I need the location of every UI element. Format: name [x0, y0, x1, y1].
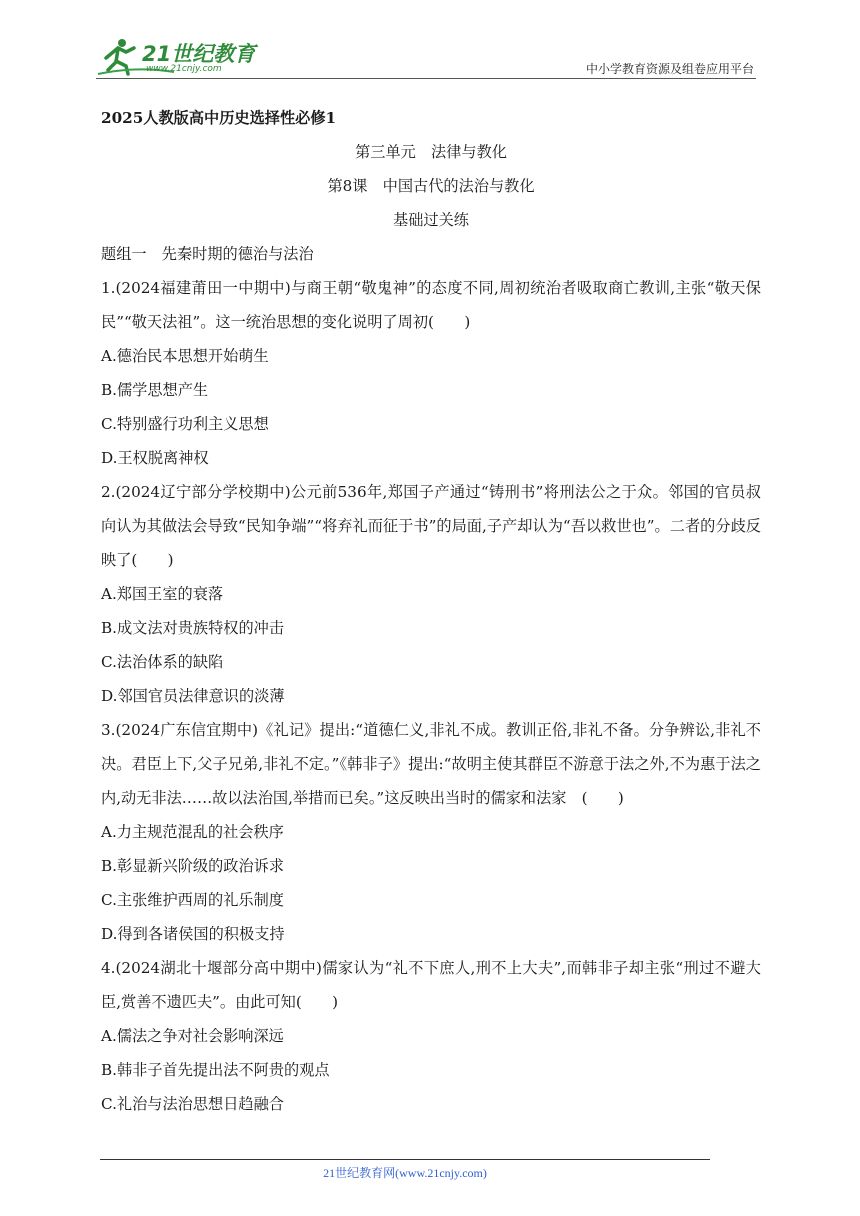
logo-text: 21世纪教育 [142, 42, 256, 66]
site-logo [96, 36, 258, 78]
section-title: 基础过关练 [393, 211, 469, 229]
question-stem: 4.(2024湖北十堰部分高中期中)儒家认为“礼不下庶人,刑不上大夫”,而韩非子却主张“刑过不避大臣,赏善不遗匹夫”。由此可知( ) [101, 959, 761, 1011]
option-d[interactable]: D.邻国官员法律意识的淡薄 [101, 687, 285, 705]
question-stem: 3.(2024广东信宜期中)《礼记》提出:“道德仁义,非礼不成。教训正俗,非礼不备。分争辨讼,非礼不决。君臣上下,父子兄弟,非礼不定。”《韩非子》提出:“故明主使其群臣不游意于法之外,不为惠于法之内,动无非法……故以法治国,举措而已矣。”这反映出当时的儒家和法家 ( ) [101, 721, 761, 807]
lesson-title: 第8课 中国古代的法治与教化 [327, 177, 535, 195]
option-a[interactable]: A.郑国王室的衰落 [101, 585, 224, 603]
footer-divider [100, 1159, 710, 1160]
question-3 [101, 713, 761, 951]
header-divider [96, 78, 756, 79]
group-title: 题组一 先秦时期的德治与法治 [101, 245, 314, 263]
footer-link[interactable]: 21世纪教育网(www.21cnjy.com) [323, 1166, 487, 1180]
option-b[interactable]: B.彰显新兴阶级的政治诉求 [101, 857, 285, 875]
header-tagline: 中小学教育资源及组卷应用平台 [585, 62, 754, 76]
option-d[interactable]: D.王权脱离神权 [101, 449, 209, 467]
book-title: 2025人教版高中历史选择性必修1 [101, 109, 337, 127]
unit-title: 第三单元 法律与教化 [355, 143, 507, 161]
option-b[interactable]: B.成文法对贵族特权的冲击 [101, 619, 285, 637]
option-c[interactable]: C.礼治与法治思想日趋融合 [101, 1095, 284, 1113]
question-1 [101, 271, 761, 475]
logo-url: www.21cnjy.com [146, 64, 222, 74]
question-stem: 2.(2024辽宁部分学校期中)公元前536年,郑国子产通过“铸刑书”将刑法公之于众。邻国的官员叔向认为其做法会导致“民知争端”“将弃礼而征于书”的局面,子产却认为“吾以救世也”。二者的分歧反映了( ) [101, 483, 761, 569]
question-2 [101, 475, 761, 713]
question-stem: 1.(2024福建莆田一中期中)与商王朝“敬鬼神”的态度不同,周初统治者吸取商亡教训,主张“敬天保民”“敬天法祖”。这一统治思想的变化说明了周初( ) [101, 279, 761, 331]
document-body [101, 101, 761, 1121]
option-b[interactable]: B.韩非子首先提出法不阿贵的观点 [101, 1061, 330, 1079]
option-a[interactable]: A.德治民本思想开始萌生 [101, 347, 269, 365]
option-c[interactable]: C.特别盛行功利主义思想 [101, 415, 269, 433]
option-d[interactable]: D.得到各诸侯国的积极支持 [101, 925, 285, 943]
option-a[interactable]: A.儒法之争对社会影响深远 [101, 1027, 284, 1045]
option-c[interactable]: C.主张维护西周的礼乐制度 [101, 891, 284, 909]
option-a[interactable]: A.力主规范混乱的社会秩序 [101, 823, 284, 841]
question-4 [101, 951, 761, 1121]
option-b[interactable]: B.儒学思想产生 [101, 381, 209, 399]
option-c[interactable]: C.法治体系的缺陷 [101, 653, 224, 671]
